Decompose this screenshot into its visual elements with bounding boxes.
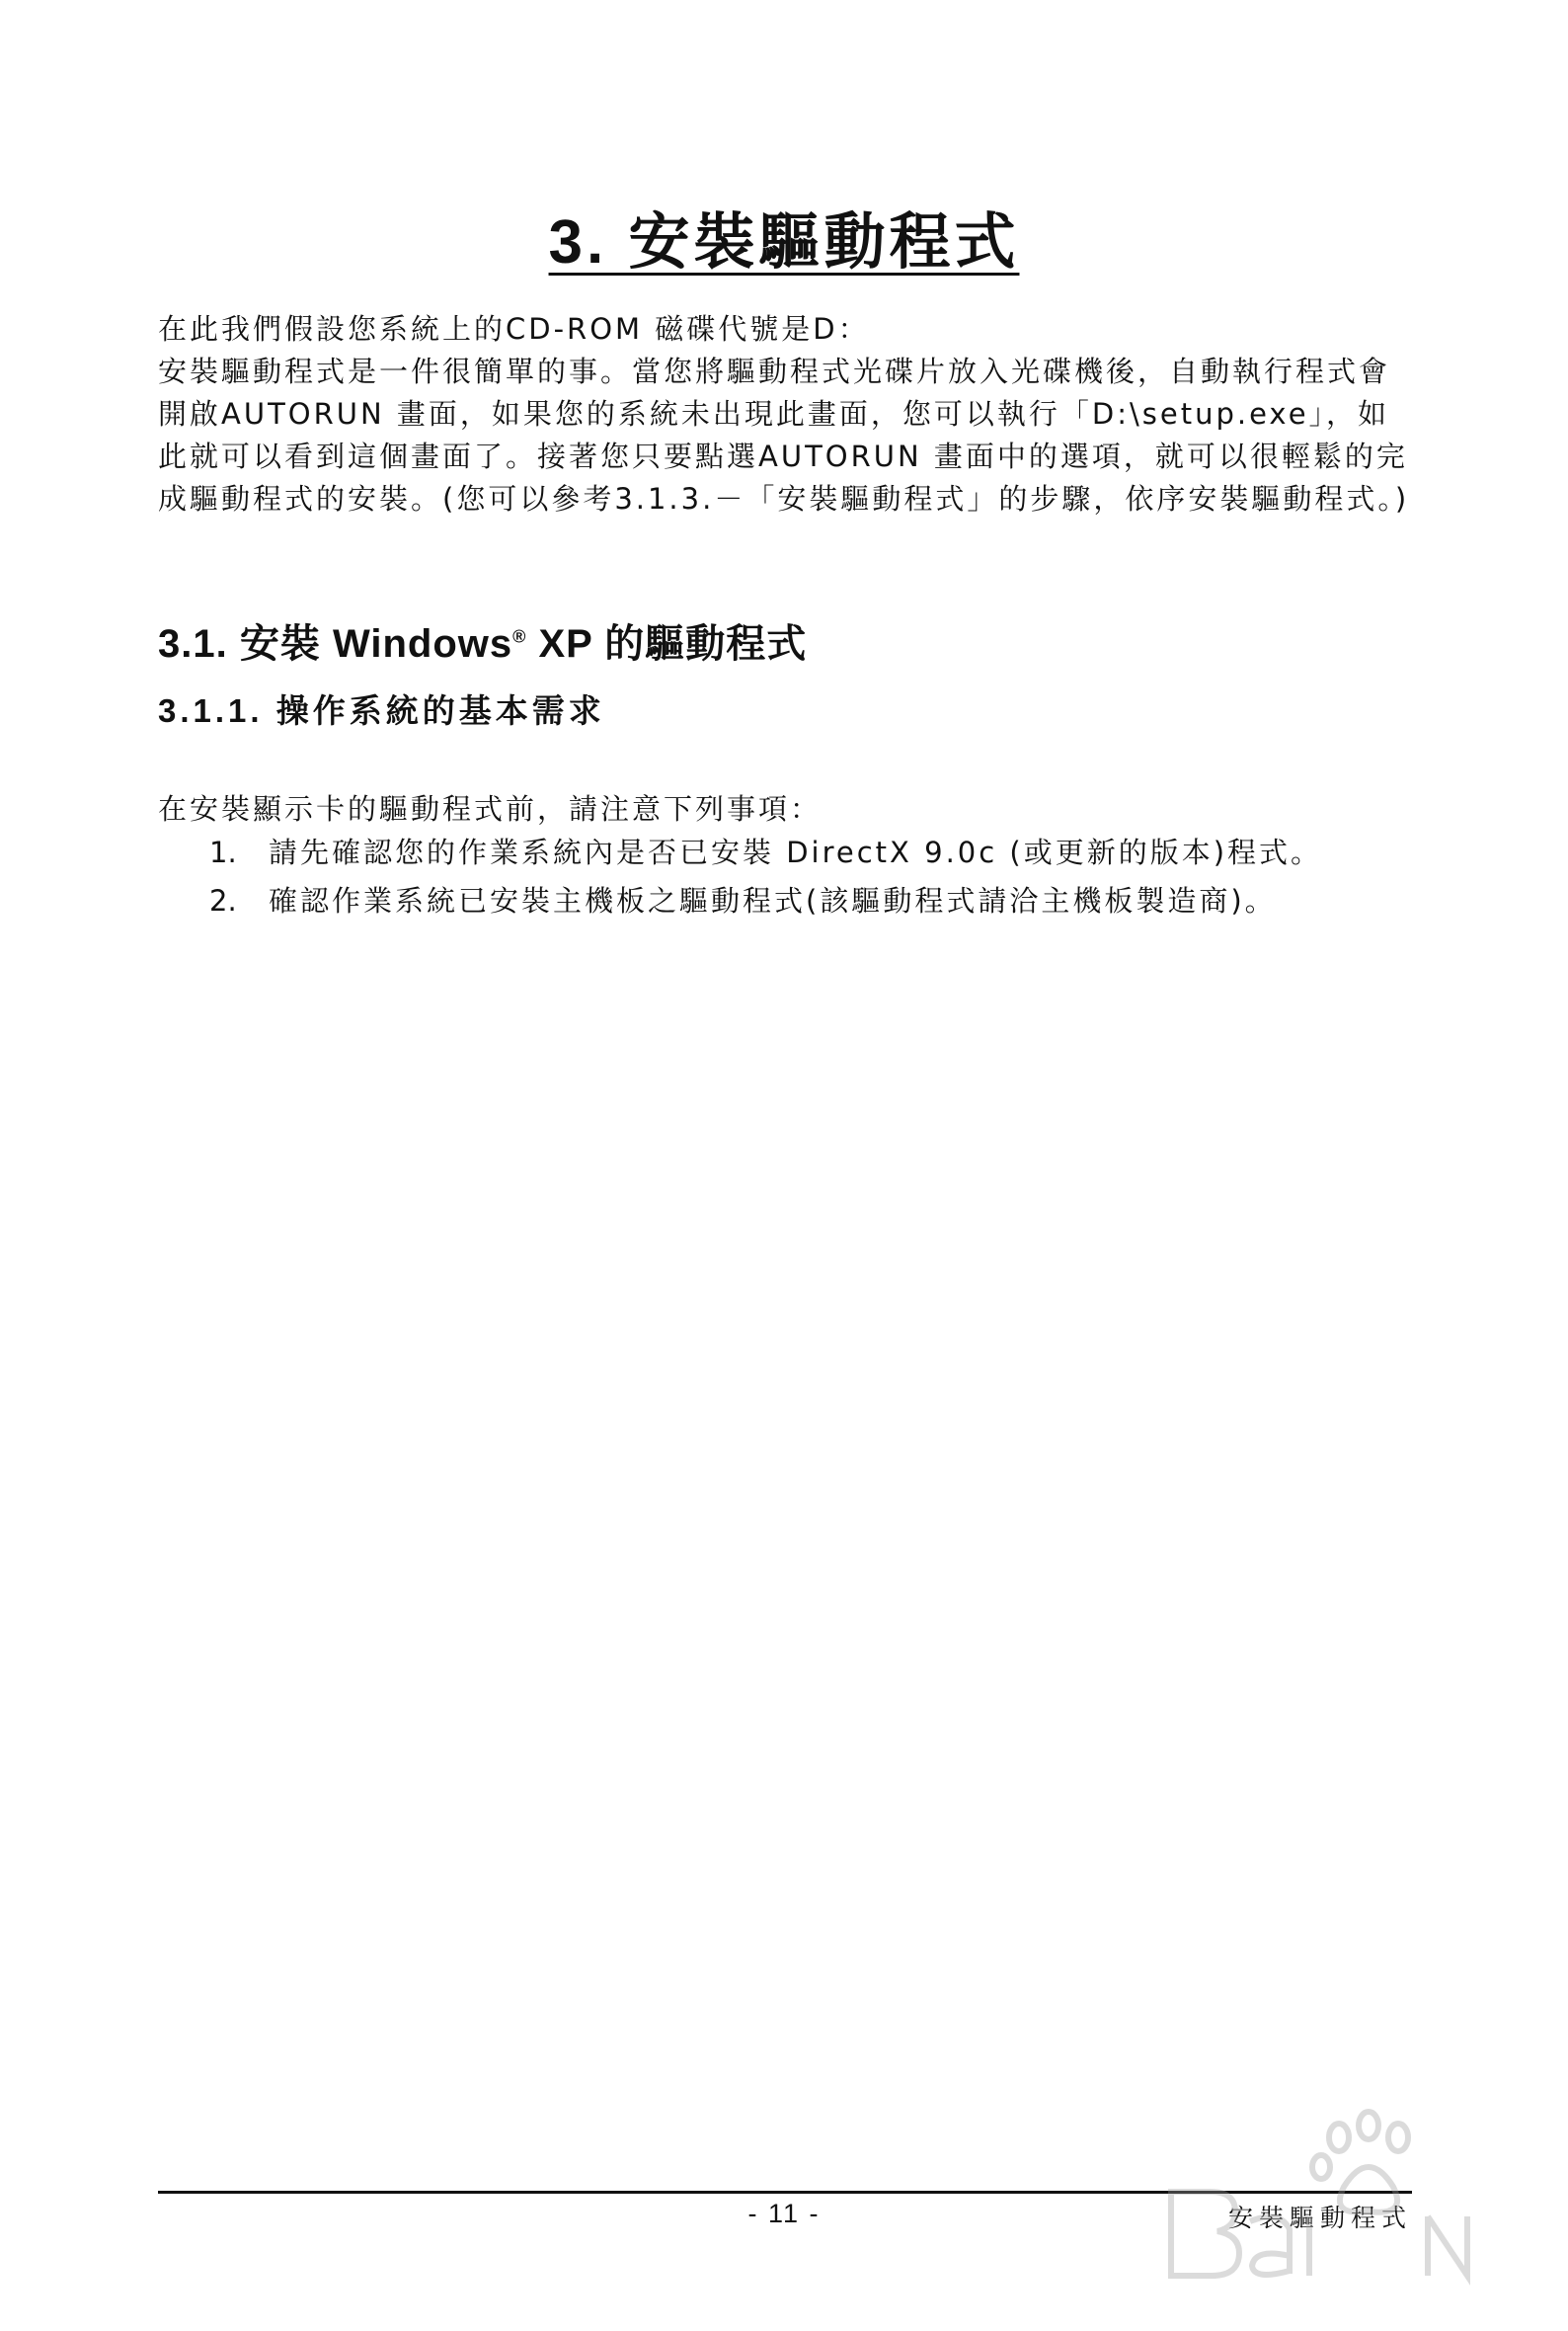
list-item — [158, 832, 1412, 874]
requirements-list — [158, 832, 1412, 928]
list-item-number: 2. — [209, 884, 237, 918]
section-heading-part-1: 3.1. 安裝 Windows — [158, 622, 513, 666]
chapter-title — [0, 209, 1568, 277]
requirements-intro: 在安裝顯示卡的驅動程式前，請注意下列事項： — [158, 792, 823, 826]
list-item-text: 請先確認您的作業系統內是否已安裝 DirectX 9.0c (或更新的版本)程式。 — [269, 836, 1323, 869]
intro-text — [158, 308, 1412, 521]
section-heading — [158, 620, 807, 668]
page-number: - 11 - — [747, 2199, 821, 2228]
list-item-text: 確認作業系統已安裝主機板之驅動程式(該驅動程式請洽主機板製造商)。 — [269, 884, 1277, 918]
registered-mark: ® — [512, 626, 527, 647]
intro-paragraph-install: 安裝驅動程式是一件很簡單的事。當您將驅動程式光碟片放入光碟機後，自動執行程式會開啟AUTORUN 畫面，如果您的系統未出現此畫面，您可以執行「D:\setup.exe」，如此就可以看到這個畫面了。接著您只要點選AUTORUN 畫面中的選項，就可以很輕鬆的完成驅動程式的安裝。(您可以參考3.1.3.－「安裝驅動程式」的步驟，依序安裝驅動程式。) — [158, 355, 1410, 516]
chapter-title-text: 3. 安裝驅動程式 — [548, 207, 1020, 277]
running-footer-title: 安裝驅動程式 — [1227, 2204, 1412, 2232]
section-heading-part-2: XP 的驅動程式 — [526, 622, 808, 666]
intro-paragraph-drive: 在此我們假設您系統上的CD-ROM 磁碟代號是D： — [158, 312, 870, 346]
baidu-watermark-logo — [1132, 2098, 1507, 2295]
list-item — [158, 880, 1412, 923]
list-item-number: 1. — [209, 836, 237, 869]
subsection-heading: 3.1.1. 操作系統的基本需求 — [158, 692, 605, 729]
